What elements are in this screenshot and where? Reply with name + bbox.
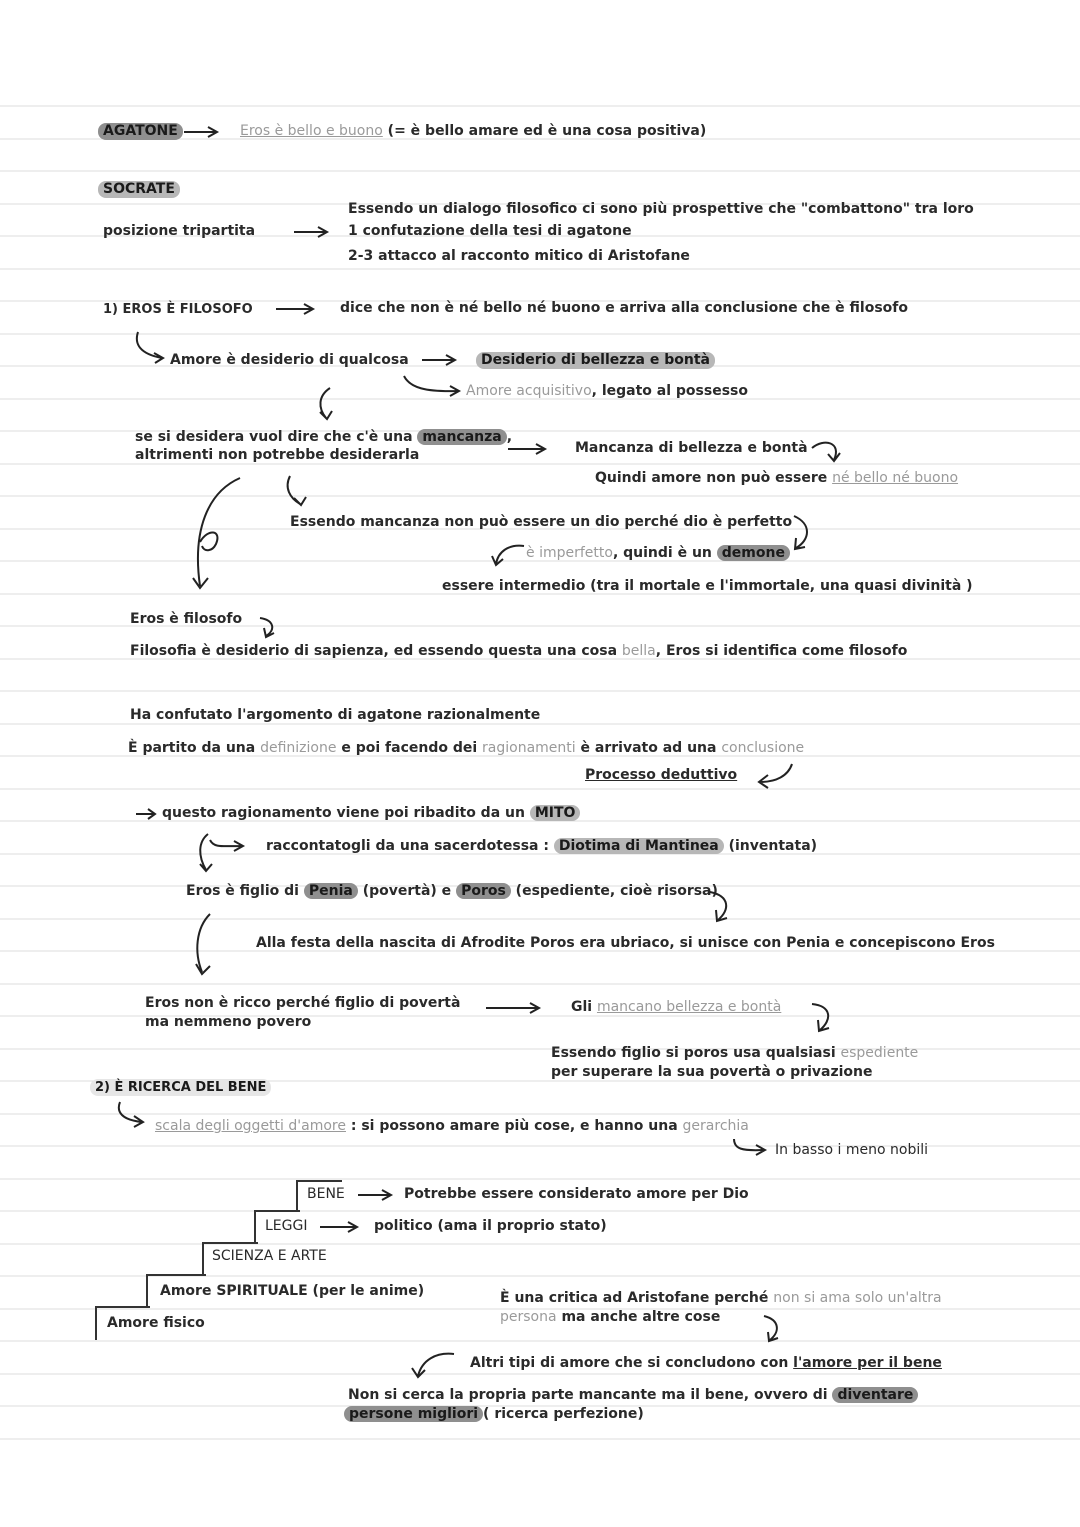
amore-acquisitivo: Amore acquisitivo [466, 383, 592, 399]
curved-arrow-icon [258, 614, 282, 640]
leggi-desc: politico (ama il proprio stato) [374, 1218, 607, 1234]
scala-desc: : si possono amare più cose, e hanno una [350, 1118, 678, 1134]
curved-arrow-icon [756, 760, 796, 788]
definizione: definizione [260, 740, 337, 756]
critica-grey-2: persona [500, 1309, 557, 1325]
bene-desc: Potrebbe essere considerato amore per Dio [404, 1186, 749, 1202]
agatone-thesis: Eros è bello e buono [240, 123, 383, 139]
poverta-text: (povertà) e [362, 883, 452, 899]
stair-fisico: Amore fisico [107, 1315, 205, 1331]
ragionamenti: ragionamenti [482, 740, 576, 756]
dio-perfetto: Essendo mancanza non può essere un dio perché dio è perfetto [290, 514, 793, 530]
in-basso: In basso i meno nobili [775, 1142, 928, 1158]
agatone-label: AGATONE [98, 123, 183, 140]
curved-arrow-icon [706, 888, 736, 928]
section2-title: 2) È RICERCA DEL BENE [90, 1079, 271, 1096]
filosofia-text-b: , Eros si identifica come filosofo [655, 643, 908, 659]
legato-possesso: , legato al possesso [591, 383, 748, 399]
stair-leggi: LEGGI [265, 1218, 308, 1234]
curved-arrow-icon [190, 912, 220, 980]
arrow-icon [356, 1187, 396, 1203]
non-cerca-text: Non si cerca la propria parte mancante ma il bene, ovvero di [348, 1387, 828, 1403]
mancanza-bellezza: Mancanza di bellezza e bontà [575, 440, 808, 456]
arrow-icon [506, 441, 550, 457]
inventata: (inventata) [728, 838, 818, 854]
socrate-label: SOCRATE [98, 181, 180, 198]
diventare: diventare [832, 1387, 918, 1403]
curved-arrow-icon [808, 1000, 838, 1036]
non-ricco-2: ma nemmeno povero [145, 1014, 312, 1030]
diotima: Diotima di Mantinea [554, 838, 724, 854]
quindi-demone: , quindi è un [612, 545, 712, 561]
arrow-icon [318, 1219, 362, 1235]
imperfetto: è imperfetto [526, 545, 613, 561]
confutazione-line: Ha confutato l'argomento di agatone razionalmente [130, 707, 541, 723]
curved-arrow-icon [760, 1314, 786, 1344]
amore-bene: l'amore per il bene [793, 1355, 942, 1371]
critica-text: È una critica ad Aristofane perché [500, 1290, 769, 1306]
processo-deduttivo: Processo deduttivo [585, 767, 738, 783]
non-ricco-1: Eros non è ricco perché figlio di povertà [145, 995, 461, 1011]
curved-arrow-icon [312, 386, 342, 422]
poros: Poros [456, 883, 511, 899]
curved-arrow-icon [810, 438, 844, 466]
desiderio-bellezza: Desiderio di bellezza e bontà [476, 352, 715, 369]
quindi-text: Quindi amore non può essere [595, 470, 828, 486]
arrow-icon [134, 806, 158, 822]
arrow-icon [484, 1000, 544, 1016]
essendo-poros-text: Essendo figlio si poros usa qualsiasi [551, 1045, 836, 1061]
penia: Penia [304, 883, 358, 899]
filosofia-bella: bella [621, 643, 656, 659]
altri-text: Altri tipi di amore che si concludono con [470, 1355, 789, 1371]
ricerca-perfezione: ( ricerca perfezione) [483, 1406, 644, 1422]
espediente-text: (espediente, cioè risorsa) [515, 883, 718, 899]
filosofia-text-a: Filosofia è desiderio di sapienza, ed essendo questa una cosa [130, 643, 618, 659]
socrate-line-1: Essendo un dialogo filosofico ci sono più prospettive che "combattono" tra loro [348, 201, 974, 217]
scala-oggetti: scala degli oggetti d'amore [155, 1118, 346, 1134]
curved-arrow-icon [284, 474, 314, 510]
raccontato-text: raccontatogli da una sacerdotessa : [266, 838, 549, 854]
arrow-icon [292, 224, 332, 240]
curved-arrow-icon [730, 1137, 770, 1159]
stair-spirituale: Amore SPIRITUALE [160, 1283, 308, 1299]
curved-arrow-icon [132, 330, 172, 364]
facendo-text: e poi facendo dei [341, 740, 478, 756]
section1-summary: dice che non è né bello né buono e arriva alla conclusione che è filosofo [340, 300, 908, 316]
partito-text: È partito da una [128, 740, 256, 756]
amore-desiderio: Amore è desiderio di qualcosa [170, 352, 409, 368]
ne-bello-ne-buono: né bello né buono [832, 470, 959, 486]
curved-arrow-icon [408, 1350, 456, 1382]
espediente-word: espediente [840, 1045, 919, 1061]
figlio-text: Eros è figlio di [186, 883, 299, 899]
arrow-icon [182, 124, 222, 140]
demone-word: demone [717, 545, 790, 561]
mancanza-text-a: se si desidera vuol dire che c'è una [135, 429, 413, 445]
arrivato-text: è arrivato ad una [580, 740, 717, 756]
socrate-line-2: 1 confutazione della tesi di agatone [348, 223, 632, 239]
stair-spirituale-note: (per le anime) [312, 1283, 425, 1299]
gli-text: Gli [571, 999, 593, 1015]
agatone-note: (= è bello amare ed è una cosa positiva) [387, 123, 707, 139]
mancanza-text-b: altrimenti non potrebbe desiderarla [135, 447, 420, 463]
eros-filosofo: Eros è filosofo [130, 611, 243, 627]
stair-scienza: SCIENZA E ARTE [212, 1248, 327, 1264]
mancano-text: mancano bellezza e bontà [596, 999, 782, 1015]
mito-word: MITO [530, 805, 581, 821]
festa-text: Alla festa della nascita di Afrodite Poros era ubriaco, si unisce con Penia e concepiscono Eros [256, 935, 995, 951]
arrow-icon [274, 301, 318, 317]
arrow-icon [420, 352, 460, 368]
gerarchia: gerarchia [682, 1118, 749, 1134]
curved-arrow-icon [114, 1100, 150, 1130]
curved-arrow-icon [178, 474, 248, 596]
persone-migliori: persone migliori [344, 1406, 483, 1422]
mito-intro: questo ragionamento viene poi ribadito da un [162, 805, 525, 821]
essere-intermedio: essere intermedio (tra il mortale e l'immortale, una quasi divinità ) [442, 578, 973, 594]
stair-bene: BENE [307, 1186, 345, 1202]
curved-arrow-icon [786, 514, 820, 554]
curved-arrow-icon [490, 540, 526, 570]
critica-text-b: ma anche altre cose [561, 1309, 721, 1325]
socrate-position: posizione tripartita [103, 223, 256, 239]
superare-text: per superare la sua povertà o privazione [551, 1064, 873, 1080]
socrate-line-3: 2-3 attacco al racconto mitico di Aristofane [348, 248, 690, 264]
curved-arrow-icon [196, 830, 248, 874]
curved-arrow-icon [402, 374, 462, 402]
critica-grey-1: non si ama solo un'altra [773, 1290, 942, 1306]
section1-title: 1) EROS È FILOSOFO [103, 302, 253, 317]
conclusione: conclusione [721, 740, 805, 756]
mancanza-word: mancanza [417, 429, 506, 445]
